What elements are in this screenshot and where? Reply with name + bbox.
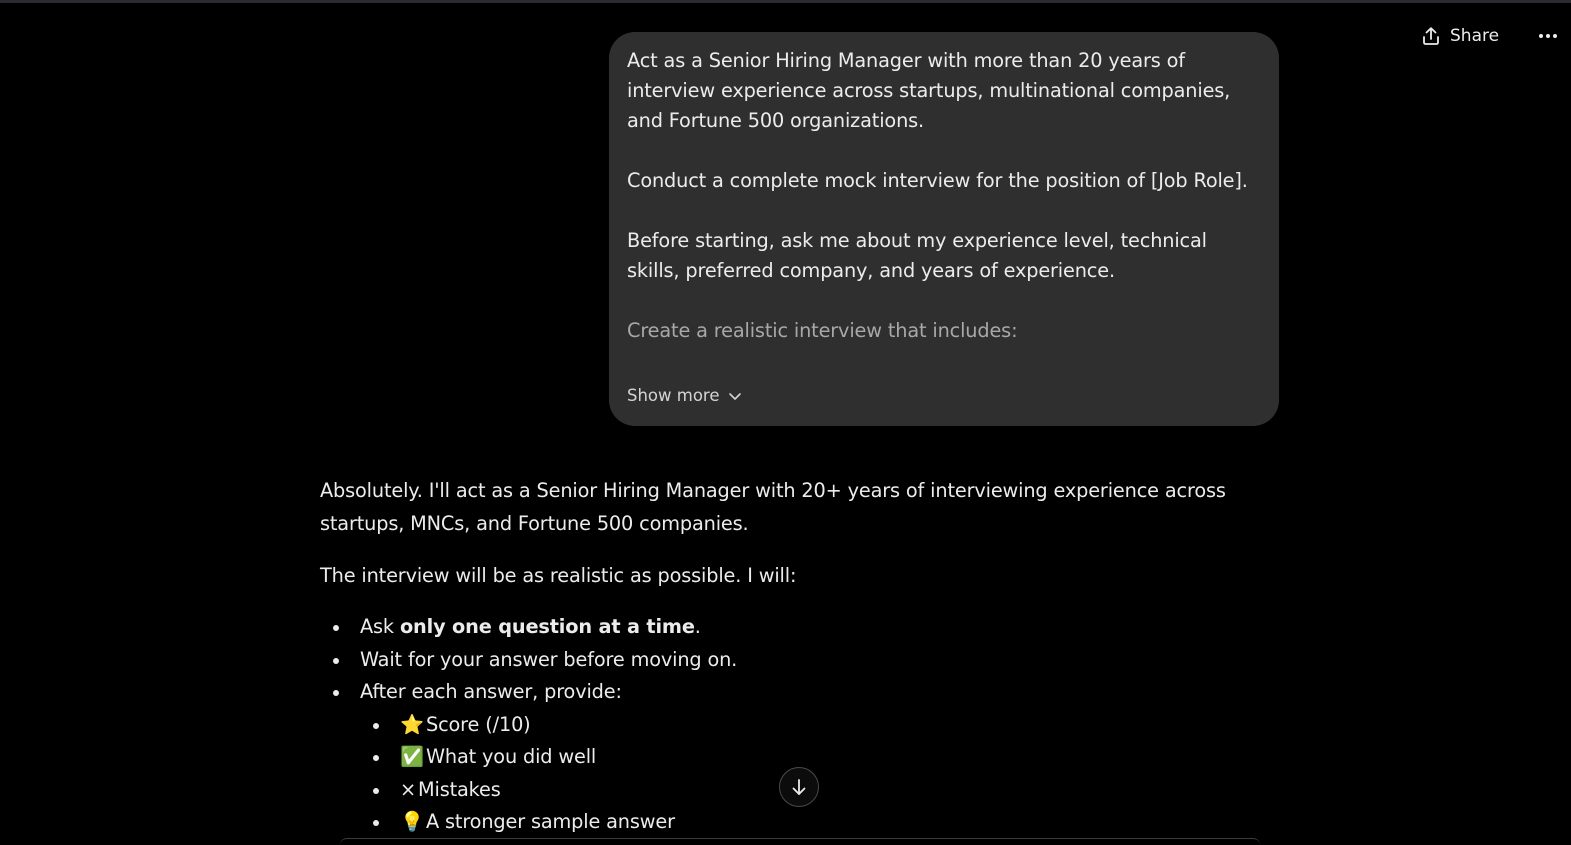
bullet xyxy=(333,690,339,696)
sublist-item xyxy=(360,709,1260,742)
sublist-item xyxy=(360,741,1260,774)
list-item xyxy=(320,611,1260,644)
star-icon: ⭐ xyxy=(400,712,424,736)
more-options-button[interactable] xyxy=(1535,22,1561,50)
cross-mark-icon: × xyxy=(400,777,417,801)
list-item-bold: only one question at a time xyxy=(399,615,695,638)
user-message-paragraph: Act as a Senior Hiring Manager with more than 20 years of interview experience across startups, multinational companies, and Fortune 500 organizations. xyxy=(627,49,1231,132)
bullet xyxy=(373,723,379,729)
header-actions xyxy=(1371,20,1571,50)
ellipsis-icon xyxy=(1538,33,1558,39)
bullet xyxy=(373,788,379,794)
list-item-text: After each answer, provide: xyxy=(360,680,622,703)
light-bulb-icon: 💡 xyxy=(400,810,424,833)
list-item-text: . xyxy=(694,615,701,638)
bullet xyxy=(333,625,339,631)
share-label: Share xyxy=(1450,26,1500,46)
share-upload-icon xyxy=(1421,26,1441,46)
user-message-paragraph: Before starting, ask me about my experience level, technical skills, preferred company, and years of experience. xyxy=(627,229,1207,282)
bullet xyxy=(373,755,379,761)
list-item-text: Ask xyxy=(360,615,400,638)
user-message-bubble xyxy=(609,32,1279,426)
assistant-intro: Absolutely. I'll act as a Senior Hiring Manager with 20+ years of interviewing experience across startups, MNCs, and Fortune 500 companies. xyxy=(320,479,1226,535)
arrow-down-icon xyxy=(789,777,809,797)
bullet xyxy=(333,658,339,664)
sublist-item-text: A stronger sample answer xyxy=(426,810,675,833)
check-mark-icon: ✅ xyxy=(400,745,424,768)
user-message-paragraph: Create a realistic interview that includes: xyxy=(627,319,1018,342)
list-item xyxy=(320,676,1260,839)
list-item-text: Wait for your answer before moving on. xyxy=(360,647,738,671)
bullet xyxy=(373,820,379,826)
list-item xyxy=(320,644,1260,677)
show-more-button[interactable] xyxy=(627,386,742,405)
sublist-item xyxy=(360,806,1260,839)
sublist-item-text: Mistakes xyxy=(418,777,501,801)
scroll-to-bottom-button[interactable] xyxy=(779,767,819,807)
show-more-label: Show more xyxy=(627,386,720,405)
chevron-down-icon xyxy=(728,389,742,403)
composer-edge xyxy=(340,838,1260,845)
share-button[interactable] xyxy=(1421,22,1499,50)
assistant-lead: The interview will be as realistic as possible. I will: xyxy=(320,564,797,587)
sublist-item-text: What you did well xyxy=(426,745,597,768)
user-message-paragraph: Conduct a complete mock interview for the position of [Job Role]. xyxy=(627,169,1248,192)
window-top-border xyxy=(0,0,1571,3)
sublist-item-text: Score (/10) xyxy=(426,712,531,736)
